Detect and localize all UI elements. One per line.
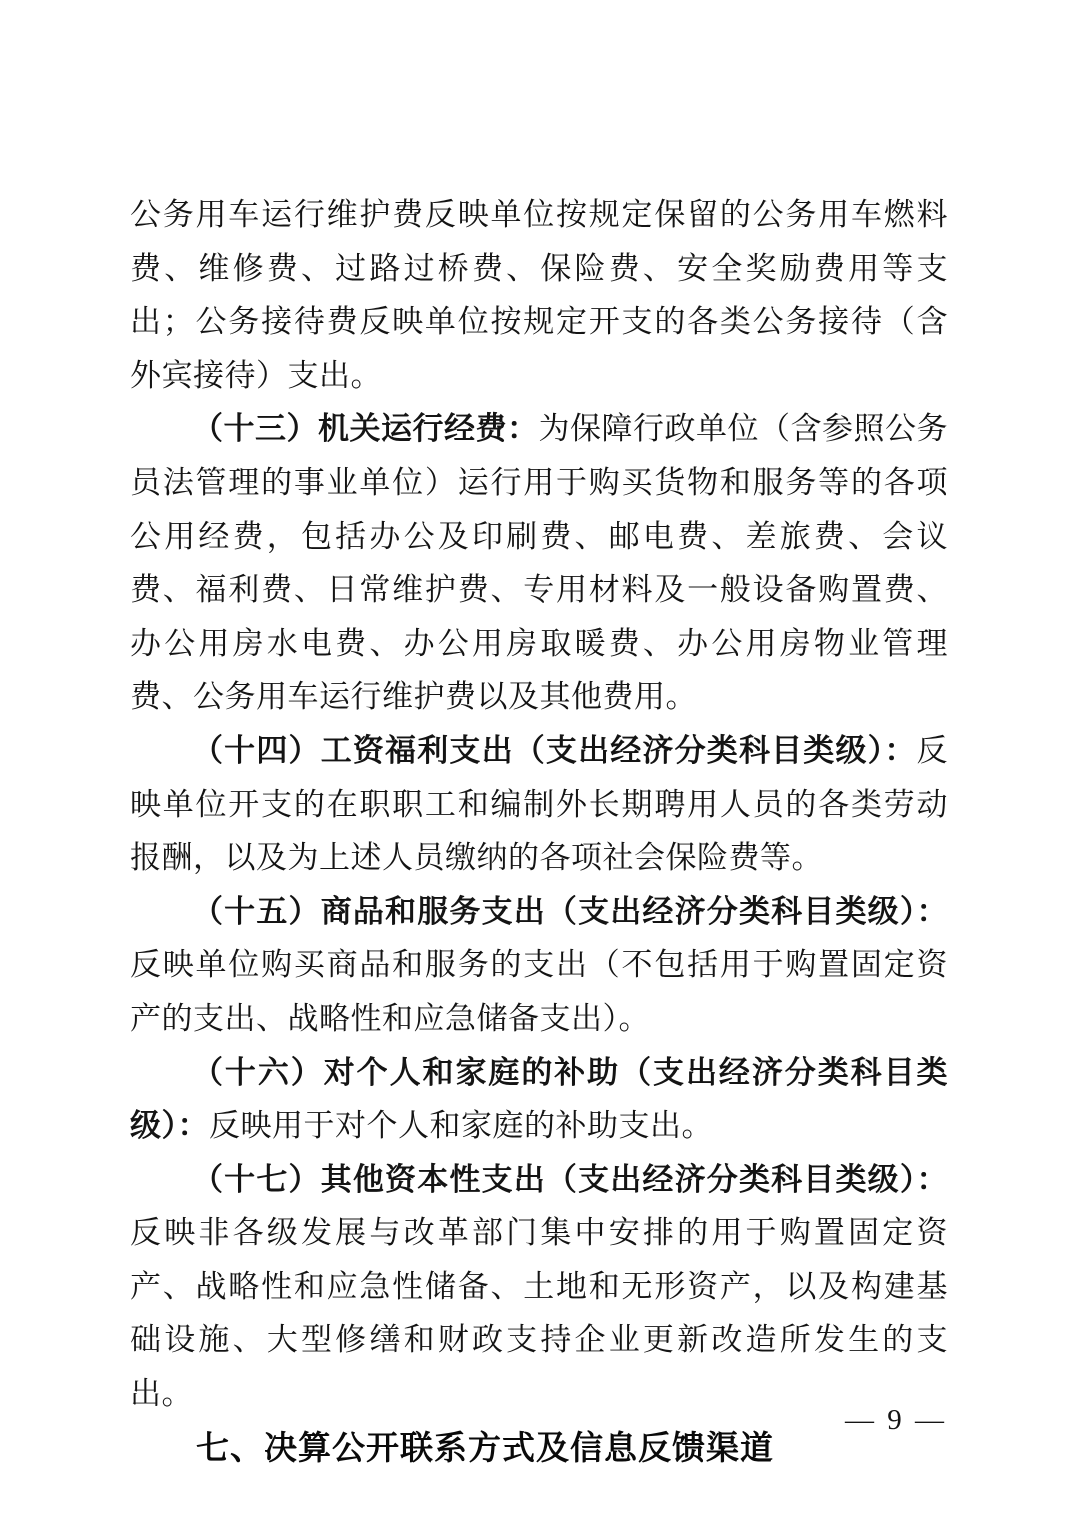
paragraph-13-agency-operating-funds [130, 402, 948, 724]
document-body [130, 188, 948, 1474]
paragraph-17-other-capital-expenditure [130, 1153, 948, 1421]
paragraph-lead: （十五）商品和服务支出（支出经济分类科目类级）： [192, 893, 948, 929]
paragraph-text: 反映用于对个人和家庭的补助支出。 [209, 1108, 713, 1144]
paragraph-lead: （十三）机关运行经费： [192, 411, 539, 447]
paragraph-text: 反映单位开支的在职职工和编制外长期聘用人员的各类劳动报酬，以及为上述人员缴纳的各项社会保险费等。 [130, 732, 948, 876]
paragraph-16-individual-family-subsidies [130, 1046, 948, 1153]
paragraph-text: 为保障行政单位（含参照公务员法管理的事业单位）运行用于购买货物和服务等的各项公用经费，包括办公及印刷费、邮电费、差旅费、会议费、福利费、日常维护费、专用材料及一般设备购置费、办公用房水电费、办公用房取暖费、办公用房物业管理费、公务用车运行维护费以及其他费用。 [130, 411, 948, 715]
paragraph-lead: （十六）对个人和家庭的补助（支出经济分类科目类级）： [130, 1054, 948, 1144]
paragraph-lead: （十四）工资福利支出（支出经济分类科目类级）： [192, 732, 917, 768]
section-heading-contact-feedback: 七、决算公开联系方式及信息反馈渠道 [196, 1428, 774, 1466]
page-number: — 9 — [845, 1404, 947, 1436]
page-footer [845, 1404, 947, 1437]
paragraph-vehicle-maintenance-continuation [130, 188, 948, 402]
paragraph-14-salary-welfare-expenditure [130, 724, 948, 885]
paragraph-15-goods-services-expenditure [130, 885, 948, 1046]
paragraph-text: 反映单位购买商品和服务的支出（不包括用于购置固定资产的支出、战略性和应急储备支出）。 [130, 947, 948, 1036]
paragraph-text: 反映非各级发展与改革部门集中安排的用于购置固定资产、战略性和应急性储备、土地和无形资产，以及构建基础设施、大型修缮和财政支持企业更新改造所发生的支出。 [130, 1215, 948, 1412]
paragraph-text: 公务用车运行维护费反映单位按规定保留的公务用车燃料费、维修费、过路过桥费、保险费、安全奖励费用等支出；公务接待费反映单位按规定开支的各类公务接待（含外宾接待）支出。 [130, 197, 948, 393]
paragraph-lead: （十七）其他资本性支出（支出经济分类科目类级）： [192, 1161, 948, 1197]
